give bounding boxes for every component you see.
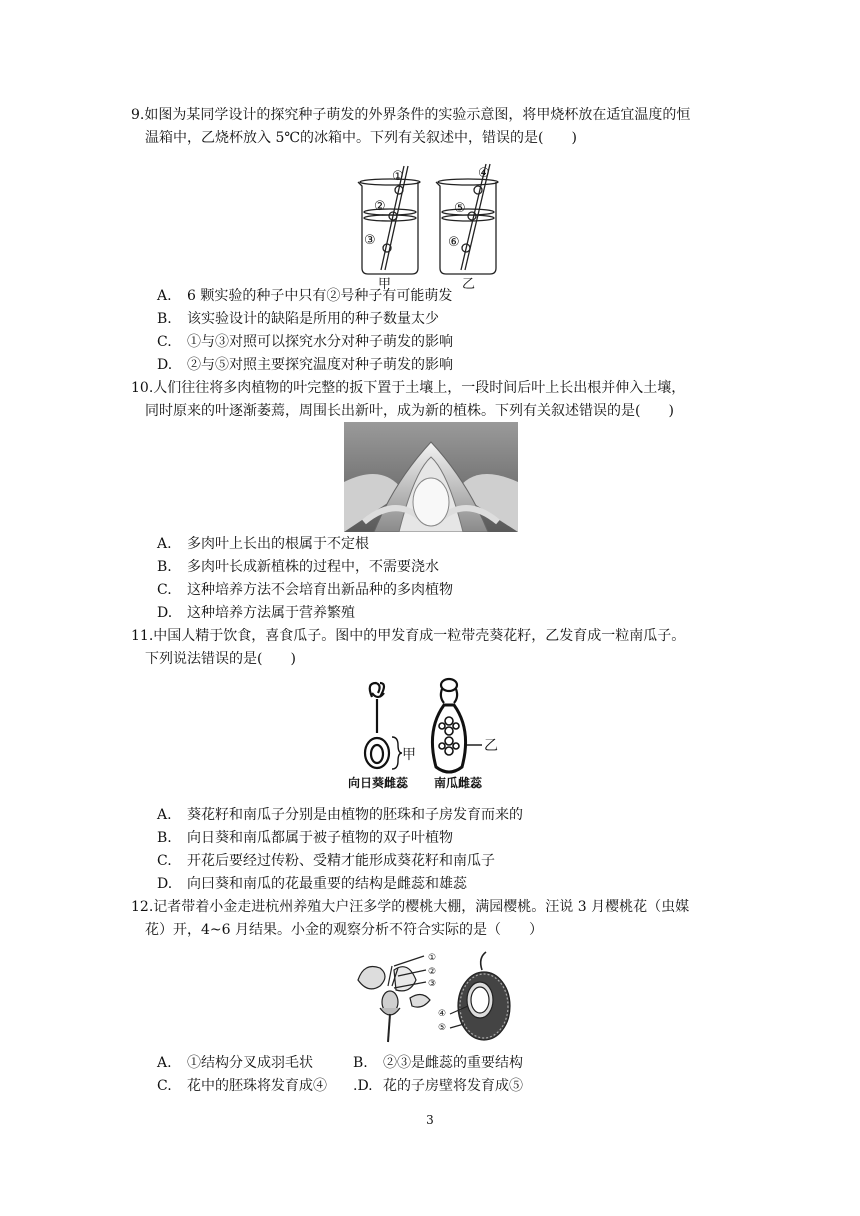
q9-label-1: ①: [392, 169, 404, 184]
q9-label-4: ④: [478, 166, 490, 181]
q12-label-4: ④: [438, 1009, 447, 1019]
q11-stem-line2: 下列说法错误的是( ): [145, 651, 296, 667]
q12-label-5: ⑤: [438, 1023, 447, 1033]
q9-beaker-figure: [350, 160, 520, 290]
q12-label-3: ③: [428, 979, 437, 989]
q9-label-2: ②: [374, 199, 386, 214]
q11-option-a[interactable]: A. 葵花籽和南瓜子分别是由植物的胚珠和子房发育而来的: [157, 807, 523, 823]
q10-option-d[interactable]: D. 这种培养方法属于营养繁殖: [157, 605, 355, 621]
q9-cup-jia: 甲: [378, 277, 392, 290]
q11-stem-line1: 11.中国人精于饮食，喜食瓜子。图中的甲发育成一粒带壳葵花籽，乙发育成一粒南瓜子。: [131, 628, 686, 644]
q12-stem-line2: 花）开，4~6 月结果。小金的观察分析不符合实际的是（ ）: [145, 922, 543, 938]
q9-option-b[interactable]: B. 该实验设计的缺陷是所用的种子数量太少: [157, 311, 439, 327]
q12-option-a[interactable]: A. ①结构分叉成羽毛状: [157, 1055, 313, 1071]
q12-stem-line1: 12.记者带着小金走进杭州养殖大户汪多学的樱桃大棚，满园樱桃。汪说 3 月樱桃花（虫媒: [131, 899, 690, 915]
q10-stem-line2: 同时原来的叶逐渐萎蔫，周围长出新叶，成为新的植株。下列有关叙述错误的是( ): [145, 403, 674, 419]
q11-option-c[interactable]: C. 开花后要经过传粉、受精才能形成葵花籽和南瓜子: [157, 853, 495, 869]
q12-option-c[interactable]: C. 花中的胚珠将发育成④: [157, 1078, 327, 1094]
q9-stem-line1: 9.如图为某同学设计的探究种子萌发的外界条件的实验示意图，将甲烧杯放在适宜温度的恒: [131, 107, 691, 123]
q11-option-b[interactable]: B. 向日葵和南瓜都属于被子植物的双子叶植物: [157, 830, 453, 846]
q11-option-d[interactable]: D. 向曰葵和南瓜的花最重要的结构是雌蕊和雄蕊: [157, 876, 467, 892]
q11-caption-pumpkin: 南瓜雌蕊: [434, 776, 483, 790]
beaker-jia: [358, 182, 418, 274]
q10-option-b[interactable]: B. 多肉叶长成新植株的过程中，不需要浇水: [157, 559, 439, 575]
q12-cherry-figure: [350, 950, 530, 1045]
q9-label-3: ③: [364, 233, 376, 248]
q12-label-1: ①: [428, 953, 437, 963]
q11-pistil-figure: [344, 675, 524, 797]
q9-stem-line2: 温箱中，乙烧杯放入 5℃的冰箱中。下列有关叙述中，错误的是( ): [145, 130, 577, 146]
q10-option-c[interactable]: C. 这种培养方法不会培育出新品种的多肉植物: [157, 582, 453, 598]
q9-option-d[interactable]: D. ②与⑤对照主要探究温度对种子萌发的影响: [157, 357, 453, 373]
q10-succulent-photo: [344, 422, 518, 532]
q9-label-6: ⑥: [448, 235, 460, 250]
beaker-yi: [436, 182, 496, 274]
q11-label-yi: 乙: [484, 738, 498, 754]
q9-cup-yi: 乙: [462, 277, 476, 290]
q11-caption-sunflower: 向日葵雌蕊: [348, 776, 409, 790]
page-number: 3: [426, 1113, 434, 1127]
q10-option-a[interactable]: A. 多肉叶上长出的根属于不定根: [157, 536, 369, 552]
q10-stem-line1: 10.人们往往将多肉植物的叶完整的扳下置于土壤上，一段时间后叶上长出根并伸入土壤，: [131, 380, 686, 396]
q9-option-a[interactable]: A. 6 颗实验的种子中只有②号种子有可能萌发: [157, 288, 453, 304]
q11-label-jia: 甲: [402, 747, 416, 763]
q9-option-c[interactable]: C. ①与③对照可以探究水分对种子萌发的影响: [157, 334, 453, 350]
q9-label-5: ⑤: [454, 201, 466, 216]
q12-label-2: ②: [428, 967, 437, 977]
q12-option-b[interactable]: B. ②③是雌蕊的重要结构: [353, 1055, 523, 1071]
q12-option-d[interactable]: .D. 花的子房壁将发育成⑤: [353, 1078, 523, 1094]
